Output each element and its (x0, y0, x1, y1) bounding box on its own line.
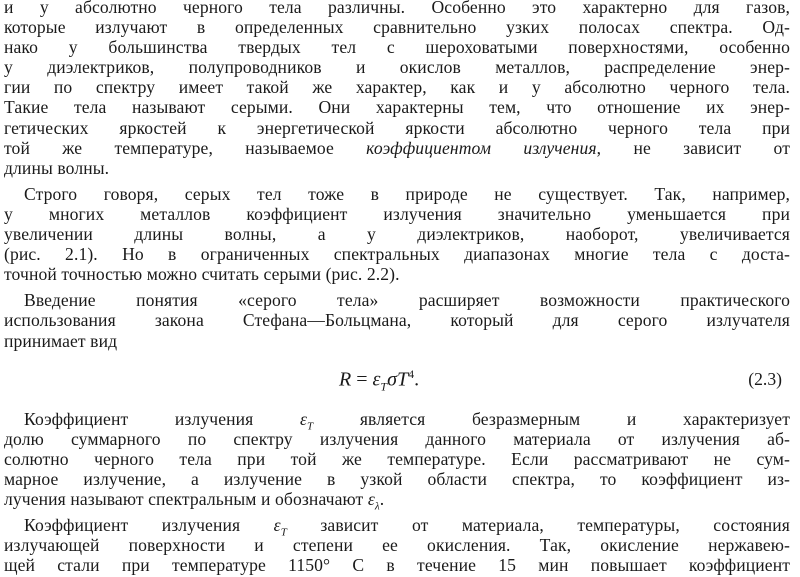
text-line: излучающей поверхности и степени ее окисления. Так, окисление нержавею- (4, 535, 790, 556)
term-emissivity: коэффициентом излучения (366, 137, 597, 158)
text-line: использования закона Стефана—Больцмана, который для серого излучателя (4, 310, 790, 331)
formula-sigma: σ (387, 368, 397, 391)
formula-temperature: T (396, 368, 409, 391)
book-page (4, 0, 790, 575)
text-fragment: . (379, 488, 385, 509)
text-line: и у абсолютно черного тела различны. Особенно это характерно для газов, (4, 0, 790, 17)
text-fragment: , не зависит от (596, 137, 790, 158)
formula-lhs: R (339, 368, 352, 391)
symbol-subscript: λ (374, 500, 380, 513)
text-fragment: Коэффициент излучения (24, 408, 300, 429)
text-line: марное излучение, а излучение в узкой области спектра, то коэффициент из- (4, 468, 790, 489)
paragraph-3 (4, 290, 790, 350)
text-line: Строго говоря, серых тел тоже в природе не существует. Так, например, (24, 183, 790, 204)
formula-period: . (414, 368, 420, 391)
symbol-epsilon: ε (367, 488, 375, 509)
text-line: принимает вид (4, 330, 118, 351)
formula (339, 367, 419, 395)
text-line (4, 515, 790, 539)
text-line: у диэлектриков, полупроводников и окислов металлов, распределение энер- (4, 57, 790, 78)
text-fragment: той же температуре, называемое (4, 137, 367, 158)
text-line: длины волны. (4, 157, 110, 178)
text-line: точной точностью можно считать серыми (рис. 2.2). (4, 264, 400, 285)
text-line (4, 408, 790, 433)
paragraph-2 (4, 184, 790, 284)
text-fragment: является безразмерным и характеризует (313, 408, 790, 429)
text-line: которые излучают в определенных сравнительно узких полосах спектра. Од- (4, 17, 790, 38)
formula-epsilon: ε (372, 368, 381, 391)
paragraph-5 (4, 515, 790, 575)
text-line: щей стали при температуре 1150° С в течение 15 мин повышает коэффициент (4, 555, 790, 576)
text-line: Введение понятия «серого тела» расширяет возможности практического (24, 290, 790, 311)
text-fragment: Коэффициент излучения (24, 515, 274, 536)
formula-subscript: T (380, 379, 388, 394)
symbol-subscript: T (307, 420, 314, 433)
text-line (4, 138, 790, 158)
text-line: солютно черного тела при той же температуре. Если рассматривают не сум- (4, 448, 790, 469)
paragraph-4 (4, 408, 790, 513)
formula-row (4, 351, 790, 409)
symbol-epsilon: ε (273, 515, 281, 536)
formula-equals: = (351, 368, 373, 391)
formula-power: 4 (408, 366, 415, 381)
text-line: Такие тела называют серыми. Они характерны тем, что отношение их энер- (4, 97, 790, 118)
text-line: гетических яркостей к энергетической яркости абсолютно черного тела при (4, 117, 790, 138)
paragraph-1 (4, 0, 790, 178)
symbol-epsilon: ε (299, 408, 308, 429)
text-line: нако у большинства твердых тел с шероховатыми поверхностями, особенно (4, 37, 790, 58)
text-line: увеличении длины волны, а у диэлектриков, наоборот, увеличивается (4, 224, 790, 245)
text-line: долю суммарного по спектру излучения данного материала от излучения аб- (4, 428, 790, 449)
text-line (4, 488, 790, 513)
equation-number: (2.3) (748, 368, 782, 389)
text-line: у многих металлов коэффициент излучения значительно уменьшается при (4, 203, 790, 224)
text-fragment: зависит от материала, температуры, состояния (286, 515, 790, 536)
text-fragment: лучения называют спектральным и обозначают (4, 488, 368, 509)
text-line: (рис. 2.1). Но в ограниченных спектральных диапазонах многие тела с доста- (4, 244, 790, 265)
symbol-subscript: T (280, 526, 287, 539)
text-line: гии по спектру имеет такой же характер, как и у абсолютно черного тела. (4, 77, 790, 98)
